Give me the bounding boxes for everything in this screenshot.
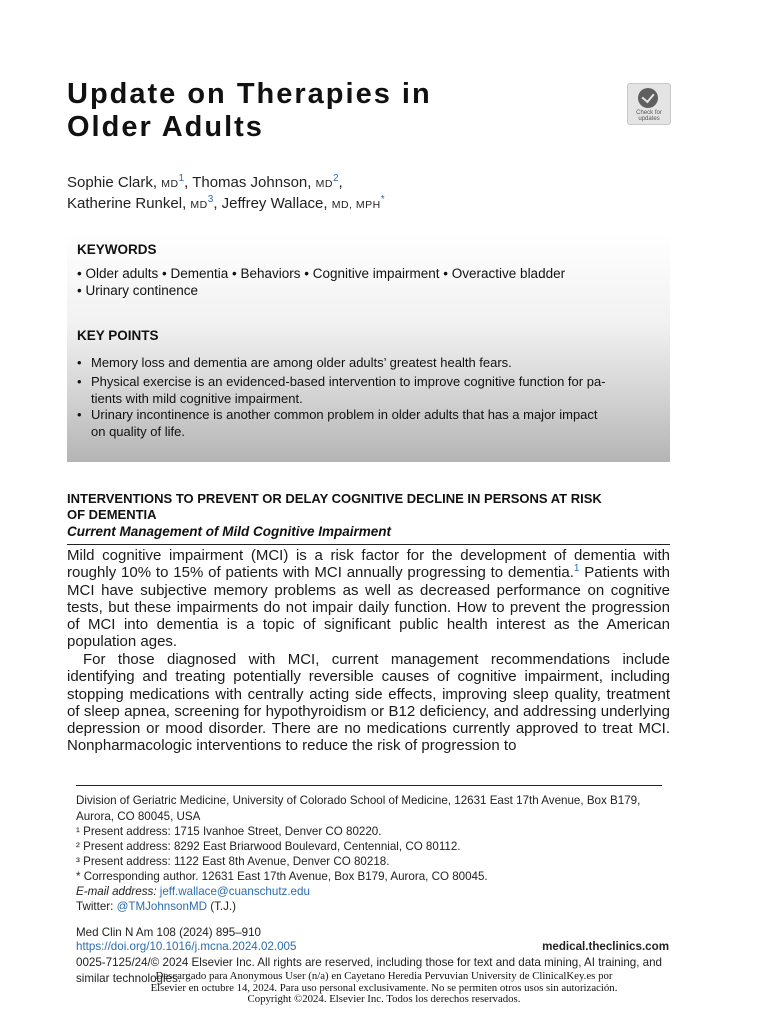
author-degree: MD: [315, 178, 333, 190]
body-paragraph-1: [67, 547, 670, 651]
copyright-notice: 0025-7125/24/© 2024 Elsevier Inc. All rights are reserved, including those for text and data mining, AI training, and similar technologies.: [76, 956, 663, 985]
author-name: Jeffrey Wallace,: [221, 195, 328, 212]
email-label: E-mail address:: [76, 885, 157, 898]
bullet-icon: •: [77, 355, 82, 370]
bullet-icon: •: [77, 374, 82, 389]
corresponding-author-note: * Corresponding author. 12631 East 17th Avenue, Box B179, Aurora, CO 80045.: [76, 870, 488, 883]
journal-site-link[interactable]: medical.theclinics.com: [542, 940, 669, 953]
email-link[interactable]: jeff.wallace@cuanschutz.edu: [159, 885, 310, 898]
footnote-address-3: ³ Present address: 1122 East 8th Avenue, Denver CO 80218.: [76, 855, 390, 868]
author-affiliation-ref[interactable]: 3: [207, 194, 214, 205]
article-title: [67, 78, 587, 144]
author-degree: MD: [190, 199, 208, 211]
footnote-divider: [76, 785, 662, 786]
keywords-box: [67, 233, 670, 462]
author-affiliation-ref[interactable]: 1: [178, 173, 185, 184]
corresponding-author-ref[interactable]: *: [380, 194, 385, 205]
section-heading-line-1: INTERVENTIONS TO PREVENT OR DELAY COGNITIVE DECLINE IN PERSONS AT RISK: [67, 491, 602, 506]
twitter-line: [76, 899, 676, 915]
affiliation-note: Division of Geriatric Medicine, University of Colorado School of Medicine, 12631 East 17th Avenue, Box B179, Aurora, CO 80045, USA: [76, 794, 641, 823]
key-point-text: Memory loss and dementia are among older adults’ greatest health fears.: [91, 355, 512, 370]
author-name: Sophie Clark,: [67, 174, 158, 191]
author-separator: ,: [184, 174, 189, 191]
bullet-icon: •: [77, 407, 82, 422]
author-affiliation-ref[interactable]: 2: [332, 173, 339, 184]
title-line-1: Update on Therapies in: [67, 78, 432, 110]
author-name: Katherine Runkel,: [67, 195, 187, 212]
check-for-updates-badge[interactable]: [627, 83, 671, 125]
doi-link[interactable]: https://doi.org/10.1016/j.mcna.2024.02.005: [76, 940, 297, 953]
key-point-item: [77, 355, 662, 372]
key-point-text: on quality of life.: [91, 423, 185, 439]
section-heading-line-2: OF DEMENTIA: [67, 507, 157, 522]
key-point-text: tients with mild cognitive impairment.: [91, 390, 303, 406]
footnote-address-2: ² Present address: 8292 East Briarwood Boulevard, Centennial, CO 80112.: [76, 840, 461, 853]
footnote-address-1: ¹ Present address: 1715 Ivanhoe Street, Denver CO 80220.: [76, 825, 382, 838]
key-point-text: Urinary incontinence is another common problem in older adults that has a major impact: [91, 407, 598, 422]
keywords-line-2: • Urinary continence: [77, 283, 199, 298]
paragraph-text: Patients with MCI have subjective memory problems as well as decreased performance on cognitive tests, but these impairments do not impair daily function. How to prevent the progression of MCI into dementia is a topic of significant public health interest as the American population ages.: [67, 564, 670, 651]
journal-citation: Med Clin N Am 108 (2024) 895–910: [76, 926, 261, 939]
key-point-text: Physical exercise is an evidenced-based intervention to improve cognitive function for pa-: [91, 374, 606, 389]
body-paragraph-2: For those diagnosed with MCI, current management recommendations include identifying and treating potentially reversible causes of cognitive impairment, including stopping medications with centrally acting side effects, improving sleep quality, treatment of sleep apnea, screening for hypothyroidism or B12 deficiency, and addressing underlying depression or mood disorder. There are no medications currently approved to treat MCI. Nonpharmacologic interventions to reduce the risk of progression to: [67, 651, 670, 755]
check-icon: [638, 88, 658, 108]
badge-text-line-2: updates: [638, 116, 660, 122]
section-divider: [67, 544, 670, 545]
download-watermark: Descargado para Anonymous User (n/a) en Cayetano Heredia Pervuvian University de ClinicalKey.es por Elsevier en octubre 14, 2024. Para uso personal exclusivamente. No se permiten otros usos sin autorización. Copyright ©2024. Elsevier Inc. Todos los derechos reservados.: [150, 970, 618, 1005]
title-line-2: Older Adults: [67, 111, 264, 143]
key-point-item: [77, 374, 662, 407]
key-point-item: [77, 407, 662, 440]
paragraph-text: Mild cognitive impairment (MCI) is a risk factor for the development of dementia with roughly 10% to 15% of patients with MCI annually progressing to dementia.: [67, 547, 670, 582]
badge-text: [628, 110, 670, 122]
author-degree: MD: [161, 178, 179, 190]
reference-link[interactable]: 1: [573, 563, 580, 575]
author-separator: ,: [213, 195, 218, 212]
twitter-link[interactable]: @TMJohnsonMD: [116, 900, 207, 913]
email-line: [76, 884, 676, 900]
badge-text-line-1: Check for: [636, 110, 662, 116]
author-list: [67, 173, 677, 215]
keywords-line-1: • Older adults • Dementia • Behaviors • Cognitive impairment • Overactive bladder: [77, 266, 566, 281]
keywords-heading: KEYWORDS: [77, 242, 157, 257]
author-degree: MD, MPH: [331, 199, 381, 211]
subsection-heading: Current Management of Mild Cognitive Impairment: [67, 524, 392, 539]
section-heading: [67, 491, 670, 523]
author-name: Thomas Johnson,: [192, 174, 312, 191]
key-points-heading: KEY POINTS: [77, 328, 159, 343]
twitter-suffix: (T.J.): [210, 900, 236, 913]
twitter-label: Twitter:: [76, 900, 114, 913]
author-separator: ,: [338, 174, 343, 191]
